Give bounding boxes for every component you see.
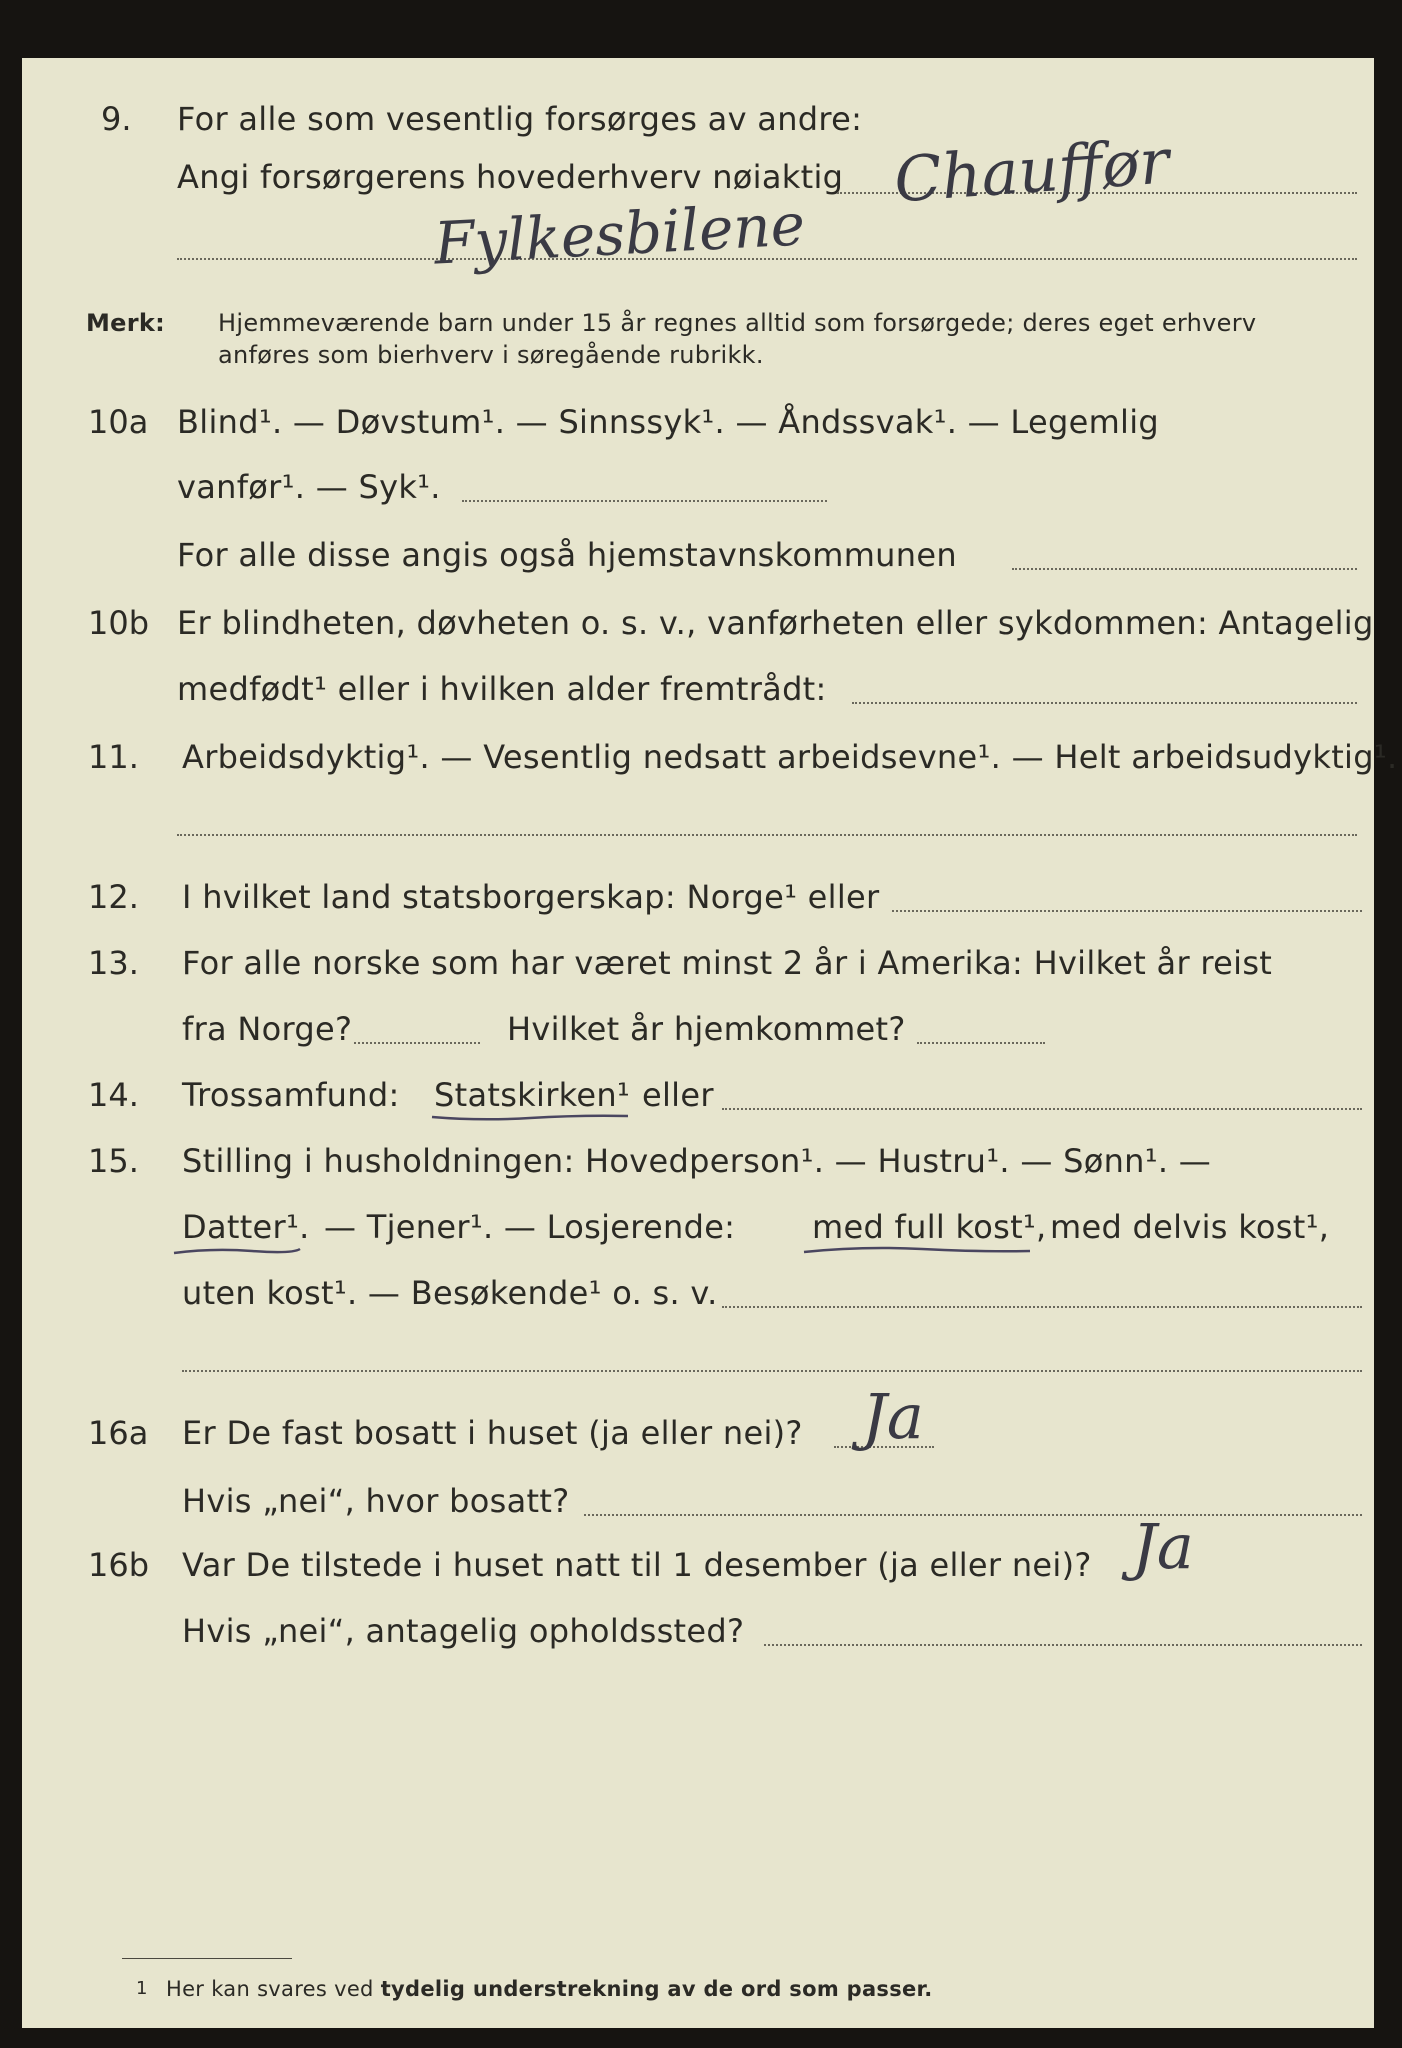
q15-line1: Stilling i husholdningen: Hovedperson¹. — Hustru¹. — Sønn¹. — (182, 1142, 1212, 1180)
q13-line2b: Hvilket år hjemkommet? (507, 1010, 906, 1048)
q15-line3: uten kost¹. — Besøkende¹ o. s. v. (182, 1274, 718, 1312)
footnote-rule (122, 1958, 292, 1959)
q14-answer-line (722, 1108, 1362, 1110)
q14-statskirken: Statskirken¹ (434, 1076, 631, 1114)
q16a-number: 16a (88, 1414, 149, 1452)
q9-line2: Angi forsørgerens hovederhverv nøiaktig (177, 158, 844, 196)
q10a-answer-line1 (462, 500, 827, 502)
q15-line2d: med delvis kost¹, (1050, 1208, 1330, 1246)
q9-handwritten-answer1: Chauffør (891, 124, 1172, 217)
footnote-mark: 1 (136, 1978, 148, 1999)
q15-number: 15. (88, 1142, 139, 1180)
q15-answer-line1 (722, 1306, 1362, 1308)
merk-label: Merk: (86, 309, 166, 337)
q10b-line1: Er blindheten, døvheten o. s. v., vanførheten eller sykdommen: Antagelig (177, 604, 1374, 642)
q10a-line2: vanfør¹. — Syk¹. (177, 468, 441, 506)
footnote-text (166, 1976, 933, 2002)
q10a-answer-line2 (1012, 568, 1357, 570)
q14-handwritten-underline (430, 1110, 630, 1124)
q13-number: 13. (88, 944, 139, 982)
q16b-answer-line (764, 1644, 1362, 1646)
q13-answer-line2 (917, 1042, 1045, 1044)
q10a-number: 10a (88, 403, 149, 441)
q16a-handwritten-answer: Ja (862, 1380, 924, 1453)
q10a-line3: For alle disse angis også hjemstavnskommunen (177, 536, 957, 574)
q10b-answer-line (852, 702, 1357, 704)
q14-line1c: eller (642, 1076, 714, 1114)
q16b-line1: Var De tilstede i huset natt til 1 desember (ja eller nei)? (182, 1546, 1092, 1584)
q13-answer-line1 (354, 1042, 480, 1044)
footnote-text-normal: Her kan svares ved (166, 1977, 374, 2001)
q10b-number: 10b (88, 604, 150, 642)
q16b-number: 16b (88, 1546, 150, 1584)
q12-answer-line (892, 910, 1362, 912)
q12-number: 12. (88, 878, 139, 916)
q9-handwritten-answer2: Fylkesbilene (432, 190, 807, 278)
q12-line1: I hvilket land statsborgerskap: Norge¹ eller (182, 878, 880, 916)
q10b-line2: medfødt¹ eller i hvilken alder fremtrådt: (177, 670, 827, 708)
q13-line1: For alle norske som har været minst 2 år i Amerika: Hvilket år reist (182, 944, 1273, 982)
q15-datter: Datter¹. (182, 1208, 310, 1246)
q16a-answer-line2 (584, 1514, 1362, 1516)
q16b-handwritten-answer: Ja (1132, 1510, 1194, 1583)
merk-line1: Hjemmeværende barn under 15 år regnes alltid som forsørgede; deres eget erhverv (218, 309, 1257, 337)
q16a-line2: Hvis „nei“, hvor bosatt? (182, 1482, 570, 1520)
q15-full-kost: med full kost¹, (812, 1208, 1047, 1246)
q14-line1a: Trossamfund: (182, 1076, 400, 1114)
merk-line2: anføres som bierhverv i søregående rubrikk. (218, 341, 764, 369)
q16a-line1: Er De fast bosatt i huset (ja eller nei)? (182, 1414, 803, 1452)
q13-line2a: fra Norge? (182, 1010, 353, 1048)
footnote-text-bold: tydelig understrekning av de ord som passer. (380, 1977, 933, 2001)
q15-full-kost-underline (802, 1242, 1032, 1258)
q11-answer-line (177, 834, 1357, 836)
q9-number: 9. (101, 100, 132, 138)
q15-datter-underline (172, 1244, 302, 1258)
q16b-line2: Hvis „nei“, antagelig opholdssted? (182, 1612, 745, 1650)
census-form-page (22, 58, 1398, 2028)
q15-line2b: — Tjener¹. — Losjerende: (324, 1208, 736, 1246)
q15-answer-line2 (182, 1370, 1362, 1372)
q9-line1: For alle som vesentlig forsørges av andre: (177, 100, 863, 138)
q10a-line1: Blind¹. — Døvstum¹. — Sinnssyk¹. — Åndssvak¹. — Legemlig (177, 403, 1160, 441)
q11-line1: Arbeidsdyktig¹. — Vesentlig nedsatt arbeidsevne¹. — Helt arbeidsudyktig¹. (182, 738, 1398, 776)
q11-number: 11. (88, 738, 139, 776)
q14-number: 14. (88, 1076, 139, 1114)
